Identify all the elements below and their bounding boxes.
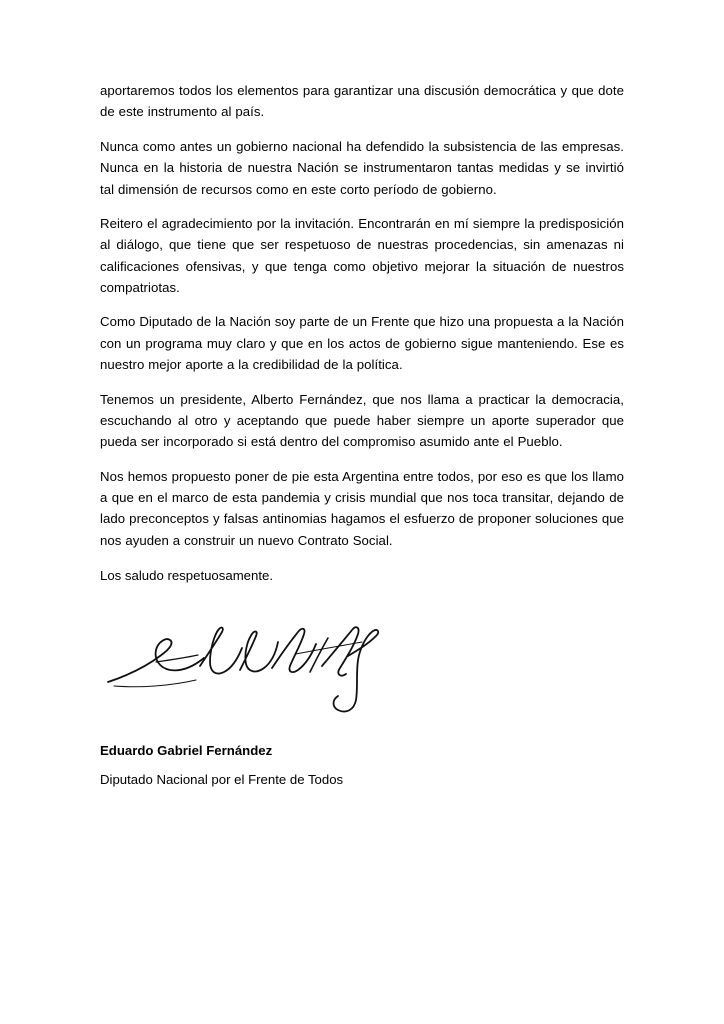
closing-line: Los saludo respetuosamente. bbox=[100, 568, 274, 583]
body-paragraph: Reitero el agradecimiento por la invitación. Encontrarán en mí siempre la predisposición al diálogo, que tiene que ser respetuoso de nuestras procedencias, sin amenazas ni calificaciones ofensivas, y que tenga como objetivo mejorar la situación de nuestros compatriotas. bbox=[100, 215, 624, 295]
body-paragraph: Nunca como antes un gobierno nacional ha defendido la subsistencia de las empresas. Nunca en la historia de nuestra Nación se instrumentaron tantas medidas y se invirtió tal dimensión de recursos como en este corto período de gobierno. bbox=[100, 138, 624, 197]
body-paragraph: aportaremos todos los elementos para garantizar una discusión democrática y que dote de este instrumento al país. bbox=[100, 83, 624, 120]
letter-body bbox=[100, 80, 624, 564]
signer-role: Diputado Nacional por el Frente de Todos bbox=[100, 772, 344, 787]
body-paragraph: Como Diputado de la Nación soy parte de un Frente que hizo una propuesta a la Nación con un programa muy claro y que en los actos de gobierno sigue manteniendo. Ese es nuestro mejor aporte a la credibilidad de la política. bbox=[100, 314, 624, 373]
body-paragraph: Tenemos un presidente, Alberto Fernández, que nos llama a practicar la democracia, escuchando al otro y aceptando que puede haber siempre un aporte superador que pueda ser incorporado si está dentro del compromiso asumido ante el Pueblo. bbox=[100, 391, 624, 450]
signer-name: Eduardo Gabriel Fernández bbox=[100, 743, 273, 758]
body-paragraph: Nos hemos propuesto poner de pie esta Argentina entre todos, por eso es que los llamo a que en el marco de esta pandemia y crisis mundial que nos toca transitar, dejando de lado preconceptos y falsas antinomias hagamos el esfuerzo de proponer soluciones que nos ayuden a construir un nuevo Contrato Social. bbox=[100, 468, 624, 548]
signature-image bbox=[100, 610, 430, 720]
